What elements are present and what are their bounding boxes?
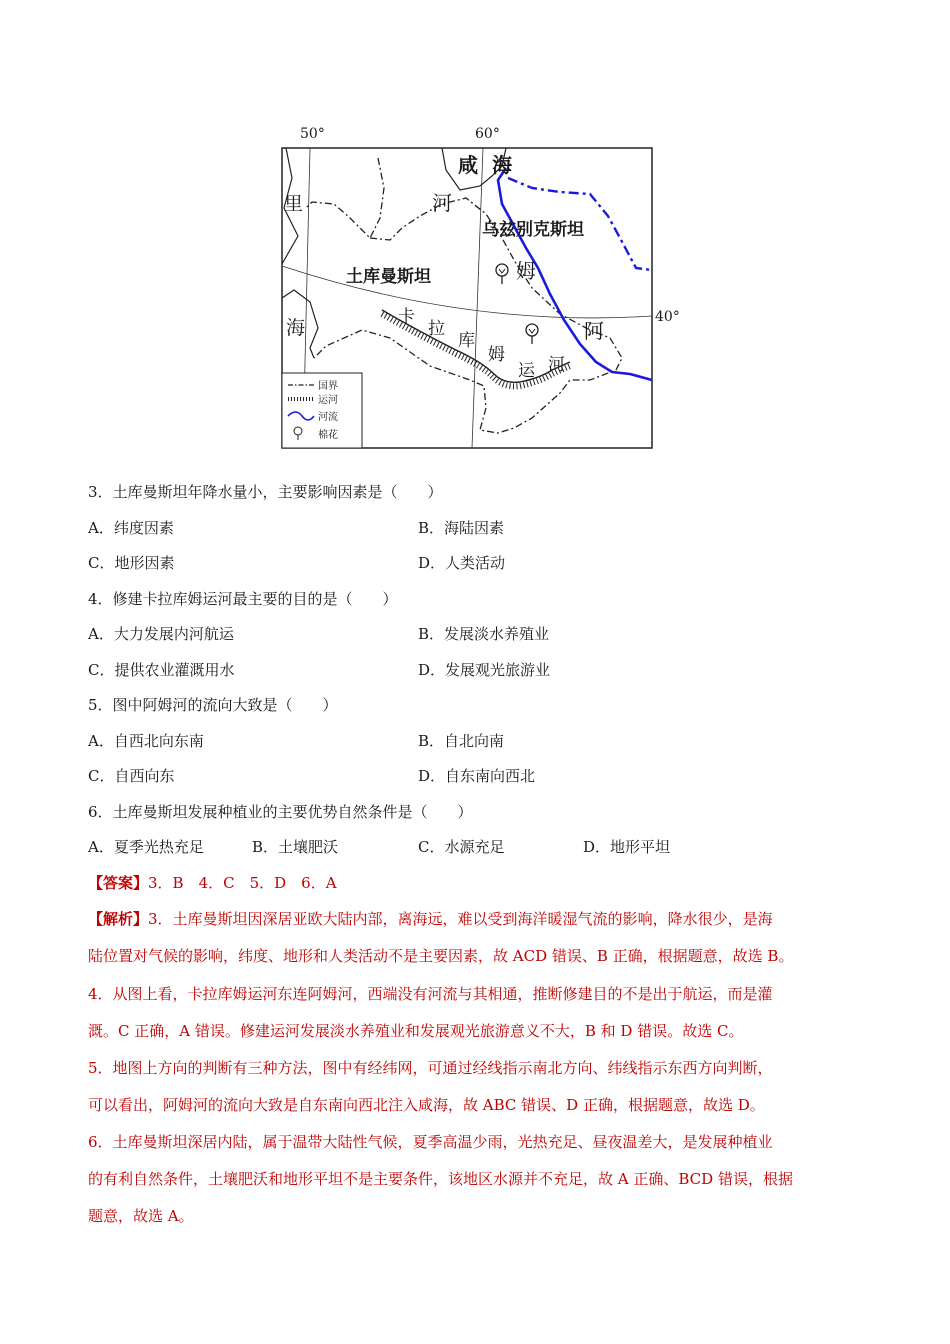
- label-hai-top: 海: [492, 153, 512, 177]
- answer-text: 3．B 4．C 5．D 6．A: [148, 874, 337, 892]
- analysis-line-5: 5．地图上方向的判断有三种方法，图中有经纬网，可通过经线指示南北方向、纬线指示东西方向判断，: [88, 1059, 773, 1077]
- label-li: 里: [284, 193, 304, 215]
- analysis-line-4: 溉。C 正确，A 错误。修建运河发展淡水养殖业和发展观光旅游意义不大，B 和 D 错误。故选 C。: [88, 1022, 744, 1040]
- q3-option-c: C．地形因素: [88, 554, 175, 572]
- cotton-icon: [496, 264, 508, 284]
- label-ku: 库: [458, 331, 475, 351]
- analysis-line-8: 的有利自然条件，土壤肥沃和地形平坦不是主要条件，该地区水源并不充足，故 A 正确、BCD 错误，根据: [88, 1170, 793, 1188]
- map-legend: [282, 373, 362, 448]
- label-mu: 姆: [516, 259, 536, 283]
- legend-river: 河流: [318, 412, 338, 423]
- label-la: 拉: [428, 319, 445, 339]
- analysis-line-7: 6．土库曼斯坦深居内陆，属于温带大陆性气候，夏季高温少雨，光热充足、昼夜温差大，是发展种植业: [88, 1133, 773, 1151]
- q6-option-d: D．地形平坦: [583, 838, 671, 856]
- label-he2: 河: [548, 355, 565, 375]
- q6-option-b: B．土壤肥沃: [252, 838, 339, 856]
- q6-option-c: C．水源充足: [418, 838, 505, 856]
- label-turkmenistan: 土库曼斯坦: [346, 267, 431, 287]
- meridian-60: [472, 148, 483, 448]
- legend-border: 国界: [318, 381, 338, 392]
- analysis-line-6: 可以看出，阿姆河的流向大致是自东南向西北注入咸海，故 ABC 错误、D 正确，根据题意，故选 D。: [88, 1096, 765, 1114]
- analysis-line-3: 4．从图上看，卡拉库姆运河东连阿姆河，西端没有河流与其相通，推断修建目的不是出于航运，而是灌: [88, 985, 773, 1003]
- analysis-text-1: 3．土库曼斯坦因深居亚欧大陆内部，离海远，难以受到海洋暖湿气流的影响，降水很少，是海: [148, 910, 773, 928]
- lat-40-label: 40°: [655, 309, 680, 325]
- label-a: 阿: [584, 319, 604, 343]
- q5-option-a: A．自西北向东南: [88, 732, 204, 750]
- question-4: 4．修建卡拉库姆运河最主要的目的是（ ）: [88, 590, 398, 608]
- question-6: 6．土库曼斯坦发展种植业的主要优势自然条件是（ ）: [88, 803, 473, 821]
- analysis-tag: 【解析】: [88, 910, 149, 928]
- label-mu2: 姆: [488, 345, 505, 365]
- q3-option-b: B．海陆因素: [418, 519, 505, 537]
- border-north-west: [306, 158, 384, 238]
- cotton-icon: [526, 324, 538, 344]
- turkmenistan-map: [270, 118, 690, 458]
- q5-option-d: D．自东南向西北: [418, 767, 536, 785]
- q4-option-b: B．发展淡水养殖业: [418, 625, 550, 643]
- analysis-line-1: [88, 909, 868, 929]
- label-uzbekistan: 乌兹别克斯坦: [482, 220, 584, 240]
- answer-tag: 【答案】: [88, 874, 149, 892]
- q4-option-d: D．发展观光旅游业: [418, 661, 551, 679]
- q3-option-a: A．纬度因素: [88, 519, 174, 537]
- question-5: 5．图中阿姆河的流向大致是（ ）: [88, 696, 338, 714]
- q5-option-c: C．自西向东: [88, 767, 175, 785]
- label-yun: 运: [518, 361, 535, 381]
- label-ka: 卡: [398, 307, 415, 327]
- parallel-40: [282, 266, 652, 318]
- label-he: 河: [432, 191, 452, 215]
- question-3: 3．土库曼斯坦年降水量小，主要影响因素是（ ）: [88, 483, 443, 501]
- q5-option-b: B．自北向南: [418, 732, 505, 750]
- map-figure: [270, 118, 690, 458]
- answer-line: [88, 873, 868, 893]
- analysis-line-9: 题意，故选 A。: [88, 1207, 194, 1225]
- legend-cotton: 棉花: [318, 430, 338, 441]
- legend-canal: 运河: [318, 395, 338, 406]
- q4-option-c: C．提供农业灌溉用水: [88, 661, 235, 679]
- lon-60-label: 60°: [475, 126, 500, 142]
- q6-option-a: A．夏季光热充足: [88, 838, 204, 856]
- label-xian: 咸: [458, 153, 478, 177]
- label-hai-left: 海: [286, 317, 306, 339]
- q3-option-d: D．人类活动: [418, 554, 506, 572]
- lon-50-label: 50°: [300, 126, 325, 142]
- analysis-line-2: 陆位置对气候的影响，纬度、地形和人类活动不是主要因素，故 ACD 错误、B 正确，根据题意，故选 B。: [88, 947, 794, 965]
- q4-option-a: A．大力发展内河航运: [88, 625, 234, 643]
